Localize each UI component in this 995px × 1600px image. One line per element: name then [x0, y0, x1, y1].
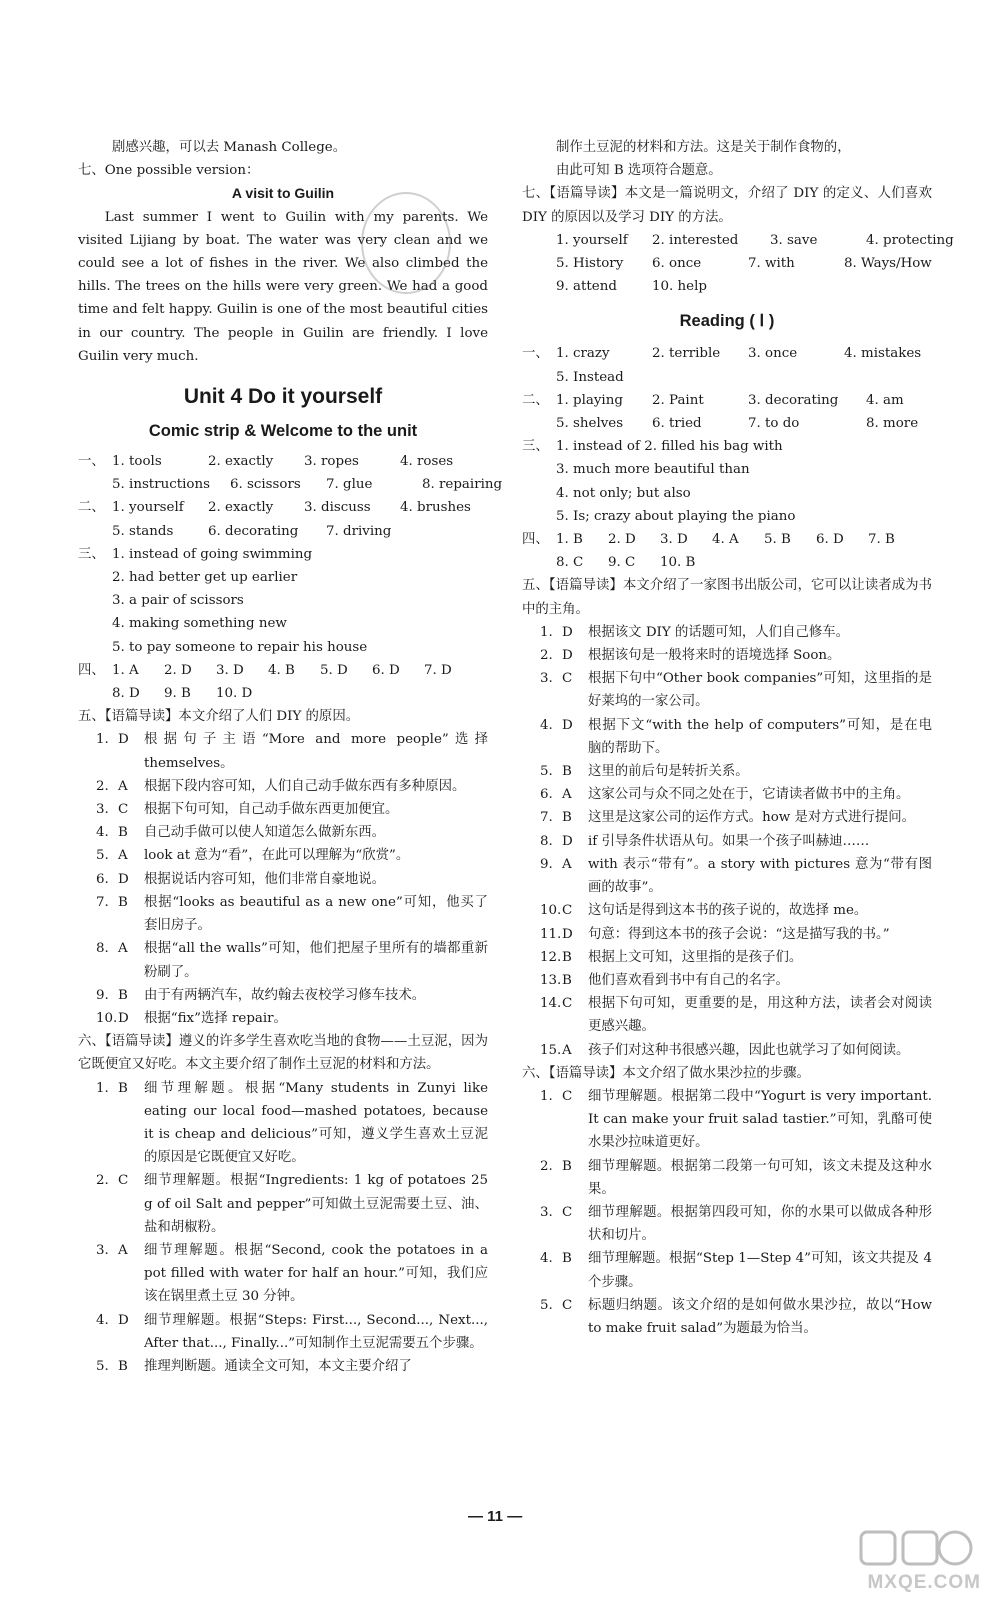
item-number: 1.: [540, 1088, 553, 1104]
item-explanation: 这里是这家公司的运作方式。how 是对方式进行提问。: [588, 810, 915, 826]
answer-group-2: 二、 1. yourself 2. exactly 3. discuss 4. brushes: [78, 500, 471, 516]
item-answer: A: [562, 787, 572, 803]
item-answer: C: [562, 903, 573, 919]
item-number: 3.: [96, 1242, 109, 1258]
list-item: 5. to pay someone to repair his house: [112, 639, 368, 655]
watermark-text: MXQE.COM: [867, 1572, 981, 1593]
reading-group-5-label: 五、【语篇导读】本文介绍了一家图书出版公司，它可以让读者成为书中的主角。: [522, 578, 932, 617]
item-answer: B: [562, 1251, 572, 1267]
item-number: 6.: [96, 871, 109, 887]
reading-group-5: [522, 621, 932, 1062]
item-explanation: 根据下文“with the help of computers”可知，是在电脑的帮助下。: [588, 717, 932, 756]
item-number: 9.: [96, 987, 109, 1003]
item-explanation: 这里的前后句是转折关系。: [588, 764, 749, 780]
item-number: 7.: [96, 894, 109, 910]
answer-explanation: [78, 1077, 488, 1170]
reading-group-3: 三、 1. instead of 2. filled his bag with: [522, 439, 783, 455]
item-number: 2.: [96, 1173, 109, 1189]
answer-explanation: [78, 798, 488, 821]
answer-explanation: [78, 821, 488, 844]
answer-group-5-label: 五、【语篇导读】本文介绍了人们 DIY 的原因。: [78, 709, 360, 725]
item-answer: B: [118, 1080, 128, 1096]
item-explanation: with 表示“带有”。a story with pictures 意为“带有图画的故事”。: [588, 856, 932, 896]
item-explanation: 根据“fix”选择 repair。: [144, 1010, 287, 1026]
item-number: 14.: [540, 996, 562, 1012]
item-answer: C: [118, 802, 129, 818]
reading-title: Reading ( Ⅰ ): [679, 312, 775, 331]
section-title: Comic strip & Welcome to the unit: [148, 422, 418, 441]
item-number: 3.: [540, 671, 553, 687]
item-explanation: 根据下段内容可知，人们自己动手做东西有多种原因。: [144, 778, 466, 794]
item-answer: B: [562, 810, 572, 826]
reading-group-1-row2: 5. Instead: [556, 369, 624, 385]
item-number: 2.: [540, 648, 553, 664]
essay-label: 七、One possible version：: [78, 163, 260, 179]
answer-explanation: [78, 984, 488, 1007]
answer-group-7-label: 七、【语篇导读】本文是一篇说明文，介绍了 DIY 的定义、人们喜欢 DIY 的原因以及学习 DIY 的方法。: [522, 186, 932, 225]
item-number: 12.: [540, 949, 562, 965]
item-explanation: 标题归纳题。该文介绍的是如何做水果沙拉，故以“How to make fruit salad”为题最为恰当。: [588, 1297, 932, 1336]
item-answer: B: [562, 1158, 572, 1174]
item-explanation: 这家公司与众不同之处在于，它请读者做书中的主角。: [588, 787, 910, 803]
item-number: 5.: [540, 764, 553, 780]
item-answer: B: [118, 1358, 128, 1374]
item-explanation: 细节理解题。根据第四段可知，你的水果可以做成各种形状和切片。: [588, 1204, 932, 1244]
reading-group-4-row2: 8. C 9. C 10. B: [556, 555, 696, 571]
answer-group-2-row2: 5. stands 6. decorating 7. driving: [112, 523, 392, 539]
item-number: 15.: [540, 1042, 562, 1058]
item-answer: B: [562, 764, 572, 780]
answer-explanation: [78, 775, 488, 798]
list-item: 4. making something new: [112, 616, 287, 632]
reading-group-2: 二、 1. playing 2. Paint 3. decorating 4. am: [522, 392, 904, 408]
continuation-line: 剧感兴趣，可以去 Manash College。: [112, 140, 347, 155]
item-explanation: 这句话是得到这本书的孩子说的，故选择 me。: [588, 903, 868, 919]
item-explanation: 根据句子主语“More and more people”选择 themselves。: [144, 732, 488, 771]
item-number: 5.: [540, 1297, 553, 1313]
item-number: 4.: [96, 825, 109, 841]
item-explanation: 根据下句可知，自己动手做东西更加便宜。: [144, 802, 399, 818]
item-answer: C: [562, 996, 573, 1012]
list-item: 4. not only; but also: [556, 485, 691, 501]
answer-explanation: [78, 937, 488, 983]
item-answer: D: [118, 1010, 129, 1026]
item-answer: D: [562, 926, 573, 942]
reading-group-6-label: 六、【语篇导读】本文介绍了做水果沙拉的步骤。: [522, 1065, 810, 1081]
item-explanation: 细节理解题。根据“Steps: First..., Second..., Next..., After that..., Finally...”可知制作土豆泥需要五个步骤。: [144, 1312, 488, 1351]
item-answer: A: [562, 1042, 572, 1058]
item-explanation: 自己动手做可以使人知道怎么做新东西。: [144, 825, 386, 841]
item-answer: D: [562, 833, 573, 849]
essay-text: Last summer I went to Guilin with my parents. We visited Lijiang by boat. The water was very clean and we could see a lot of fishes in the river. We also climbed the hills. The trees on the hills were very green. We had a good time and felt happy. Guilin is one of the most beautiful cities in our country. The people in Guilin are friendly. I love Guilin very much.: [78, 209, 489, 364]
answer-explanation: [522, 760, 932, 783]
item-explanation: 细节理解题。根据第二段中“Yogurt is very important. It can make your fruit salad tastier.”可知，乳酪可使水果沙拉味道更好。: [588, 1088, 932, 1151]
item-number: 7.: [540, 810, 553, 826]
item-answer: B: [118, 894, 128, 910]
item-number: 8.: [96, 941, 109, 957]
list-item: 3. much more beautiful than: [556, 462, 750, 478]
continuation-line: 由此可知 B 选项符合题意。: [556, 163, 722, 179]
item-explanation: 根据说话内容可知，他们非常自豪地说。: [144, 871, 386, 887]
item-answer: C: [118, 1173, 129, 1189]
answer-explanation: [522, 667, 932, 713]
item-answer: A: [118, 778, 128, 794]
list-item: 3. a pair of scissors: [112, 593, 244, 609]
site-watermark: [831, 1528, 981, 1594]
answer-explanation: [522, 621, 932, 644]
answer-group-3: 三、 1. instead of going swimming: [78, 546, 313, 562]
item-answer: B: [562, 972, 572, 988]
answer-group-1: 一、 1. tools 2. exactly 3. ropes 4. roses: [78, 454, 454, 470]
item-answer: D: [562, 717, 573, 733]
item-explanation: 孩子们对这种书很感兴趣，因此也就学习了如何阅读。: [588, 1042, 910, 1058]
answer-group-5: [78, 728, 488, 1030]
answer-group-6-label: 六、【语篇导读】遵义的许多学生喜欢吃当地的食物——土豆泥，因为它既便宜又好吃。本文主要介绍了制作土豆泥的材料和方法。: [78, 1034, 488, 1073]
answer-explanation: [522, 806, 932, 829]
page-number: — 11 —: [468, 1508, 523, 1525]
item-number: 4.: [540, 717, 553, 733]
essay-title: A visit to Guilin: [231, 185, 335, 202]
item-explanation: 他们喜欢看到书中有自己的名字。: [588, 972, 789, 988]
item-number: 10.: [96, 1010, 118, 1026]
item-explanation: 根据下句中“Other book companies”可知，这里指的是好莱坞的一家公司。: [588, 671, 932, 710]
item-explanation: 句意：得到这本书的孩子会说：“这是描写我的书。”: [588, 926, 890, 942]
answer-group-6: [78, 1077, 488, 1379]
answer-explanation: [522, 969, 932, 992]
item-explanation: look at 意为“看”，在此可以理解为“欣赏”。: [144, 848, 410, 864]
item-explanation: if 引导条件状语从句。如果一个孩子叫赫迪……: [588, 833, 870, 849]
answer-explanation: [522, 1247, 932, 1293]
answer-group-7-row3: 9. attend 10. help: [556, 279, 707, 295]
item-answer: A: [118, 848, 128, 864]
answer-explanation: [522, 1085, 932, 1155]
answer-explanation: [78, 1007, 488, 1030]
item-number: 1.: [540, 624, 553, 640]
left-column: [78, 136, 503, 1378]
answer-explanation: [78, 1355, 488, 1378]
item-number: 2.: [540, 1158, 553, 1174]
item-number: 3.: [96, 802, 109, 818]
right-column: [522, 136, 954, 1340]
unit-title: Unit 4 Do it yourself: [183, 385, 383, 409]
answer-explanation: [522, 923, 932, 946]
answer-explanation: [522, 1039, 932, 1062]
item-number: 9.: [540, 856, 553, 872]
item-answer: A: [562, 856, 572, 872]
answer-explanation: [522, 1201, 932, 1247]
item-number: 5.: [96, 1358, 109, 1374]
item-explanation: 由于有两辆汽车，故约翰去夜校学习修车技术。: [144, 987, 426, 1003]
item-explanation: 细节理解题。根据“Step 1—Step 4”可知，该文共提及 4 个步骤。: [588, 1251, 932, 1290]
answer-explanation: [522, 1294, 932, 1340]
answer-explanation: [78, 868, 488, 891]
answer-group-7-row2: 5. History 6. once 7. with 8. Ways/How: [556, 256, 932, 272]
answer-explanation: [522, 992, 932, 1038]
stamp-watermark: [356, 188, 456, 298]
item-explanation: 根据上文可知，这里指的是孩子们。: [588, 949, 803, 965]
reading-group-1: 一、 1. crazy 2. terrible 3. once 4. mistakes: [522, 346, 922, 362]
reading-group-2-row2: 5. shelves 6. tried 7. to do 8. more: [556, 416, 919, 432]
item-number: 1.: [96, 732, 109, 748]
item-answer: C: [562, 1297, 573, 1313]
item-answer: B: [118, 825, 128, 841]
item-answer: D: [118, 871, 129, 887]
reading-group-4: 四、 1. B 2. D 3. D 4. A 5. B 6. D 7. B: [522, 532, 895, 548]
answer-explanation: [522, 1155, 932, 1201]
item-explanation: 细节理解题。根据“Second, cook the potatoes in a pot filled with water for half an hour.”可知，我们应该在锅里煮土豆 30 分钟。: [144, 1242, 488, 1305]
item-answer: C: [562, 671, 573, 687]
item-number: 5.: [96, 848, 109, 864]
answer-group-4: 四、 1. A 2. D 3. D 4. B 5. D 6. D 7. D: [78, 662, 452, 678]
answer-explanation: [522, 644, 932, 667]
item-number: 6.: [540, 787, 553, 803]
continuation-line: 制作土豆泥的材料和方法。这是关于制作食物的，: [556, 140, 851, 155]
item-number: 8.: [540, 833, 553, 849]
answer-group-7-row1: 1. yourself 2. interested 3. save 4. protecting: [556, 232, 954, 248]
item-explanation: 根据“all the walls”可知，他们把屋子里所有的墙都重新粉刷了。: [144, 941, 488, 980]
item-explanation: 根据该句是一般将来时的语境选择 Soon。: [588, 648, 841, 664]
list-item: 2. had better get up earlier: [112, 570, 298, 586]
item-answer: D: [118, 732, 129, 748]
reading-group-6: [522, 1085, 932, 1340]
item-number: 13.: [540, 972, 562, 988]
item-number: 4.: [540, 1251, 553, 1267]
item-answer: D: [562, 648, 573, 664]
item-explanation: 细节理解题。根据第二段第一句可知，该文未提及这种水果。: [588, 1158, 932, 1197]
item-explanation: 根据该文 DIY 的话题可知，人们自己修车。: [588, 624, 850, 640]
answer-explanation: [78, 728, 488, 774]
answer-explanation: [78, 1169, 488, 1239]
answer-explanation: [522, 899, 932, 922]
item-number: 4.: [96, 1312, 109, 1328]
answer-explanation: [78, 1309, 488, 1355]
answer-explanation: [78, 1239, 488, 1309]
answer-explanation: [78, 891, 488, 937]
answer-explanation: [78, 844, 488, 867]
list-item: 5. Is; crazy about playing the piano: [556, 508, 796, 524]
answer-explanation: [522, 853, 932, 899]
item-answer: C: [562, 1204, 573, 1220]
item-answer: A: [118, 1242, 128, 1258]
item-answer: D: [562, 624, 573, 640]
item-number: 3.: [540, 1204, 553, 1220]
answer-group-4-row2: 8. D 9. B 10. D: [112, 686, 253, 702]
item-explanation: 细节理解题。根据“Many students in Zunyi like eating our local food—mashed potatoes, because it is cheap and delicious”可知，遵义学生喜欢土豆泥的原因是它既便宜又好吃。: [144, 1080, 488, 1166]
item-number: 2.: [96, 778, 109, 794]
answer-group-1-row2: 5. instructions 6. scissors 7. glue 8. repairing: [112, 477, 503, 493]
item-answer: C: [562, 1088, 573, 1104]
answer-explanation: [522, 946, 932, 969]
item-explanation: 根据下句可知，更重要的是，用这种方法，读者会对阅读更感兴趣。: [588, 996, 932, 1035]
item-answer: A: [118, 941, 128, 957]
answer-explanation: [522, 830, 932, 853]
item-explanation: 推理判断题。通读全文可知，本文主要介绍了: [144, 1358, 412, 1374]
item-number: 10.: [540, 903, 562, 919]
watermark-logo-icon: [831, 1528, 981, 1570]
answer-explanation: [522, 783, 932, 806]
item-number: 1.: [96, 1080, 109, 1096]
item-answer: B: [562, 949, 572, 965]
item-answer: B: [118, 987, 128, 1003]
item-explanation: 细节理解题。根据“Ingredients: 1 kg of potatoes 25 g of oil Salt and pepper”可知做土豆泥需要土豆、油、盐和胡椒粉。: [144, 1173, 488, 1235]
item-explanation: 根据“looks as beautiful as a new one”可知，他买了套旧房子。: [144, 894, 488, 934]
answer-explanation: [522, 714, 932, 760]
item-answer: D: [118, 1312, 129, 1328]
item-number: 11.: [540, 926, 562, 942]
